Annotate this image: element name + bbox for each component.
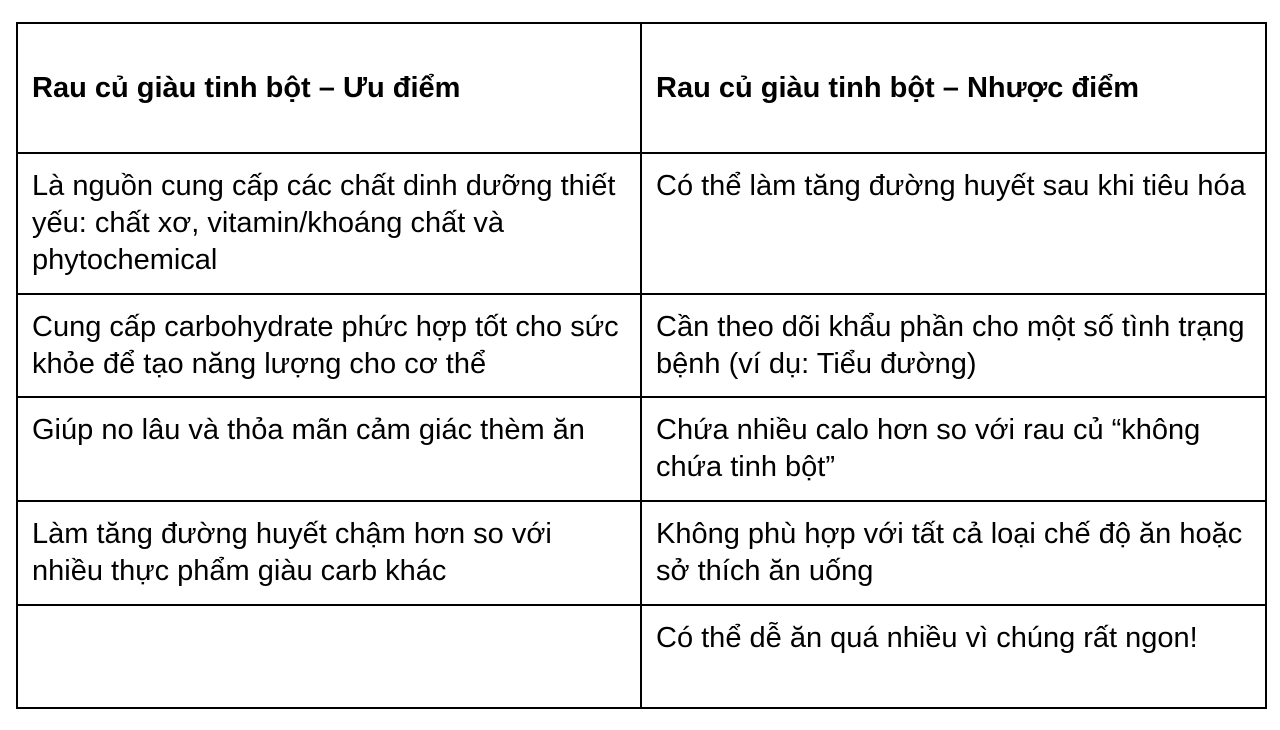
cons-cell: Cần theo dõi khẩu phần cho một số tình trạng bệnh (ví dụ: Tiểu đường) bbox=[641, 294, 1266, 397]
pros-cell-empty bbox=[17, 605, 641, 708]
table-row bbox=[17, 605, 1266, 708]
cons-cell: Không phù hợp với tất cả loại chế độ ăn hoặc sở thích ăn uống bbox=[641, 501, 1266, 605]
cons-cell: Có thể làm tăng đường huyết sau khi tiêu hóa bbox=[641, 153, 1266, 294]
table-row bbox=[17, 294, 1266, 397]
cons-cell: Chứa nhiều calo hơn so với rau củ “không chứa tinh bột” bbox=[641, 397, 1266, 501]
pros-cons-table bbox=[16, 22, 1267, 709]
table-row bbox=[17, 153, 1266, 294]
pros-cell: Là nguồn cung cấp các chất dinh dưỡng thiết yếu: chất xơ, vitamin/khoáng chất và phytochemical bbox=[17, 153, 641, 294]
table-row bbox=[17, 501, 1266, 605]
pros-cell: Giúp no lâu và thỏa mãn cảm giác thèm ăn bbox=[17, 397, 641, 501]
pros-cell: Làm tăng đường huyết chậm hơn so với nhiều thực phẩm giàu carb khác bbox=[17, 501, 641, 605]
cons-cell: Có thể dễ ăn quá nhiều vì chúng rất ngon! bbox=[641, 605, 1266, 708]
pros-cell: Cung cấp carbohydrate phức hợp tốt cho sức khỏe để tạo năng lượng cho cơ thể bbox=[17, 294, 641, 397]
table-row bbox=[17, 397, 1266, 501]
header-pros: Rau củ giàu tinh bột – Ưu điểm bbox=[17, 23, 641, 153]
table-header-row bbox=[17, 23, 1266, 153]
header-cons: Rau củ giàu tinh bột – Nhược điểm bbox=[641, 23, 1266, 153]
